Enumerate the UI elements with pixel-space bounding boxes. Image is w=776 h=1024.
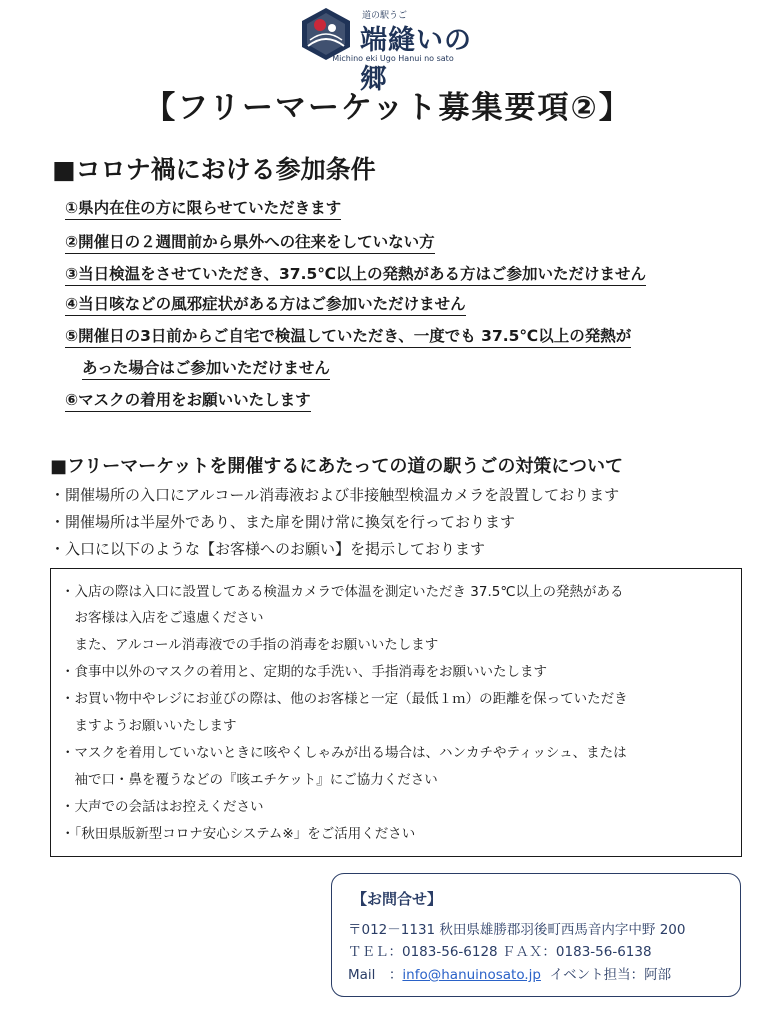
contact-phone: ＴＥＬ：0183-56-6128 ＦＡＸ：0183-56-6138 bbox=[348, 944, 652, 960]
notice-line: ますようお願いいたします bbox=[61, 718, 237, 734]
page-title: 【フリーマーケット募集要項②】 bbox=[144, 90, 632, 126]
contact-address: 〒012－1131 秋田県雄勝郡羽後町西馬音内字中野 200 bbox=[348, 922, 686, 938]
conditions-heading: ■コロナ禍における参加条件 bbox=[52, 155, 376, 184]
mail-label: Mail ： bbox=[348, 967, 403, 983]
notice-line: また、アルコール消毒液での手指の消毒をお願いいたします bbox=[61, 637, 439, 653]
condition-item: ⑥マスクの着用をお願いいたします bbox=[65, 388, 311, 410]
notice-line: ・「秋田県版新型コロナ安心システム※」をご活用ください bbox=[61, 826, 416, 842]
condition-item: ②開催日の２週間前から県外への往来をしていない方 bbox=[65, 230, 435, 252]
notice-line: お客様は入店をご遠慮ください bbox=[61, 610, 264, 626]
condition-item: ③当日検温をさせていただき、37.5℃以上の発熱がある方はご参加いただけません bbox=[65, 262, 646, 284]
notice-line: ・お買い物中やレジにお並びの際は、他のお客様と一定（最低１ｍ）の距離を保っていただき bbox=[61, 691, 628, 707]
measure-bullet: ・入口に以下のような【お客様へのお願い】を掲示しております bbox=[50, 540, 486, 558]
notice-line: ・マスクを着用していないときに咳やくしゃみが出る場合は、ハンカチやティッシュ、または bbox=[61, 745, 627, 761]
notice-line: ・食事中以外のマスクの着用と、定期的な手洗い、手指消毒をお願いいたします bbox=[61, 664, 547, 680]
contact-mail-row bbox=[348, 963, 671, 983]
condition-item: ⑤開催日の3日前からご自宅で検温していただき、一度でも 37.5℃以上の発熱が bbox=[65, 324, 631, 346]
contact-title: 【お問合せ】 bbox=[352, 890, 443, 908]
mail-link[interactable]: info@hanuinosato.jp bbox=[402, 967, 541, 983]
condition-item: ①県内在住の方に限らせていただきます bbox=[65, 196, 341, 218]
logo-name: 端縫いの郷 bbox=[360, 25, 472, 95]
logo bbox=[298, 2, 488, 95]
logo-roman: Michino eki Ugo Hanui no sato bbox=[332, 54, 454, 63]
measure-bullet: ・開催場所は半屋外であり、また扉を開け常に換気を行っております bbox=[50, 513, 516, 531]
logo-subtitle: 道の駅うご bbox=[362, 11, 408, 21]
notice-line: ・入店の際は入口に設置してある検温カメラで体温を測定いただき 37.5℃以上の発熱がある bbox=[61, 584, 624, 600]
condition-item-continued: あった場合はご参加いただけません bbox=[82, 356, 330, 378]
condition-item: ④当日咳などの風邪症状がある方はご参加いただけません bbox=[65, 292, 466, 314]
notice-line: 袖で口・鼻を覆うなどの『咳エチケット』にご協力ください bbox=[61, 772, 438, 788]
notice-line: ・大声での会話はお控えください bbox=[61, 799, 264, 815]
event-staff: イベント担当：阿部 bbox=[549, 967, 672, 983]
contact-box bbox=[331, 873, 741, 997]
measure-bullet: ・開催場所の入口にアルコール消毒液および非接触型検温カメラを設置しております bbox=[50, 486, 620, 504]
measures-heading: ■フリーマーケットを開催するにあたっての道の駅うごの対策について bbox=[50, 456, 624, 477]
